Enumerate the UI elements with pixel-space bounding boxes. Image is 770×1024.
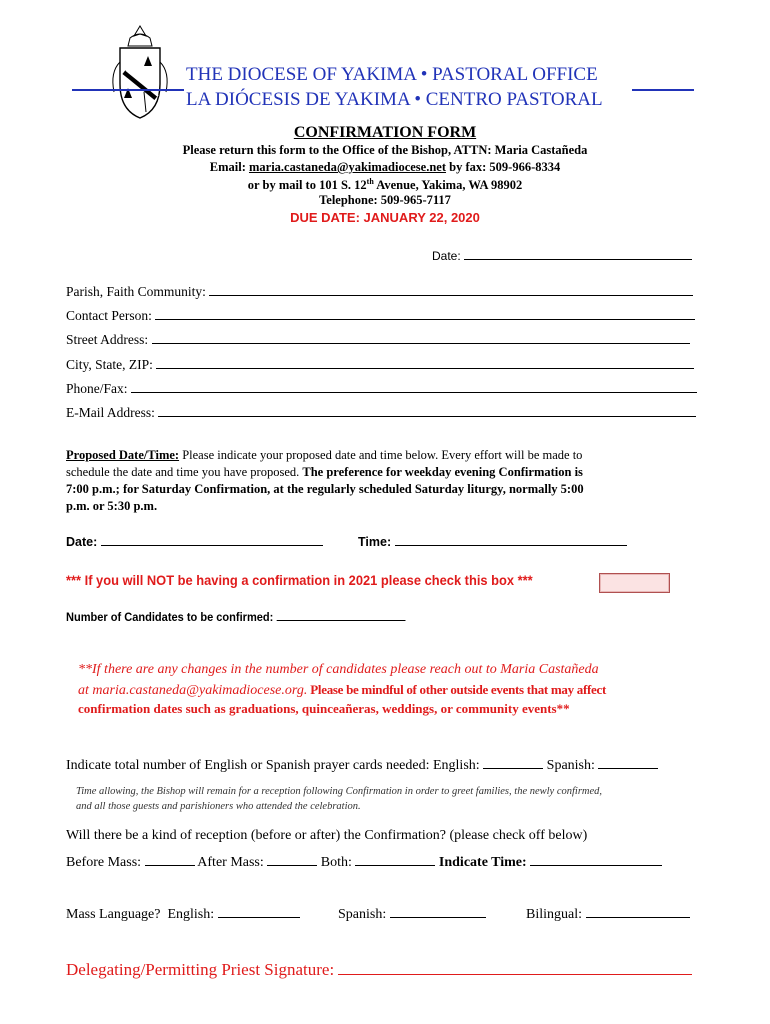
parish-input[interactable]	[209, 294, 693, 296]
instruction-line-2	[0, 160, 770, 175]
proposed-time-row	[358, 535, 627, 549]
bilingual-label: Bilingual:	[526, 907, 582, 922]
no-confirmation-text: *** If you will NOT be having a confirmation in 2021 please check this box ***	[66, 572, 533, 588]
phone-label: Phone/Fax:	[66, 381, 128, 396]
prayer-cards-row	[66, 758, 658, 774]
spanish-cards-input[interactable]	[598, 767, 658, 769]
changes-mindful: Please be mindful of other outside events that may affect	[307, 682, 606, 697]
both-input[interactable]	[355, 864, 435, 866]
bilingual-row	[526, 907, 690, 923]
form-title: CONFIRMATION FORM	[293, 124, 477, 141]
english-input[interactable]	[218, 916, 300, 918]
contact-row	[66, 308, 695, 324]
contact-input[interactable]	[155, 318, 695, 320]
before-mass-input[interactable]	[145, 864, 195, 866]
no-confirmation-checkbox[interactable]	[599, 573, 670, 593]
proposed-label: Proposed Date/Time:	[66, 448, 180, 462]
city-input[interactable]	[156, 367, 694, 369]
instruction-line-4: Telephone: 509-965-7117	[319, 193, 451, 207]
proposed-date-input[interactable]	[101, 544, 323, 546]
email-label: E-Mail Address:	[66, 405, 155, 420]
reception-question: Will there be a kind of reception (before or after) the Confirmation? (please check off below)	[66, 828, 588, 843]
city-label: City, State, ZIP:	[66, 357, 153, 372]
phone-input[interactable]	[131, 391, 697, 393]
signature-label: Delegating/Permitting Priest Signature:	[66, 960, 335, 979]
reception-options-row	[66, 855, 662, 871]
signature-input[interactable]	[338, 973, 692, 975]
proposed-date-label: Date:	[66, 535, 98, 549]
candidates-row	[66, 610, 405, 624]
header-line-spanish: LA DIÓCESIS DE YAKIMA • CENTRO PASTORAL	[186, 89, 603, 110]
indicate-time-label: Indicate Time:	[438, 855, 527, 870]
address-sup: th	[366, 177, 374, 186]
proposed-text-2: schedule the date and time you have proposed.	[66, 465, 303, 479]
proposed-time-input[interactable]	[395, 544, 627, 546]
prayer-cards-label: Indicate total number of English or Spanish prayer cards needed: English:	[66, 758, 480, 773]
instruction-line-3	[0, 177, 770, 193]
diocese-crest-icon	[100, 22, 180, 122]
spanish-label: Spanish:	[338, 907, 387, 922]
spanish-cards-label: Spanish:	[546, 758, 595, 773]
email-link[interactable]: maria.castaneda@yakimadiocese.net	[248, 160, 447, 174]
due-date: DUE DATE: JANUARY 22, 2020	[290, 210, 480, 225]
header-line-english: THE DIOCESE OF YAKIMA • PASTORAL OFFICE	[186, 64, 598, 85]
proposed-line-1	[66, 448, 582, 463]
header-rule-left	[72, 89, 184, 91]
city-row	[66, 357, 694, 373]
date-label: Date:	[432, 249, 461, 263]
english-cards-input[interactable]	[483, 767, 543, 769]
date-row	[432, 249, 692, 263]
phone-row	[66, 381, 697, 397]
mass-language-label: Mass Language?	[66, 907, 161, 922]
changes-line-3: confirmation dates such as graduations, quinceañeras, weddings, or community events**	[78, 701, 570, 716]
bilingual-input[interactable]	[586, 916, 690, 918]
proposed-time-label: Time:	[358, 535, 392, 549]
address-suffix: Avenue, Yakima, WA 98902	[373, 178, 523, 193]
candidates-label: Number of Candidates to be confirmed:	[66, 610, 274, 624]
date-input[interactable]	[464, 258, 692, 260]
proposed-line-3: 7:00 p.m.; for Saturday Confirmation, at the regularly scheduled Saturday liturgy, normally 5:00	[66, 482, 584, 496]
proposed-line-2	[66, 465, 583, 480]
fax-text: by fax: 509-966-8334	[446, 160, 561, 174]
parish-label: Parish, Faith Community:	[66, 284, 206, 299]
spanish-row	[338, 907, 486, 923]
changes-line-1: **If there are any changes in the number of candidates please reach out to Maria Castañeda	[78, 662, 599, 677]
changes-email: at maria.castaneda@yakimadiocese.org.	[78, 683, 308, 698]
spanish-input[interactable]	[390, 916, 486, 918]
proposed-date-row	[66, 535, 323, 549]
after-mass-label: After Mass:	[197, 855, 264, 870]
signature-row	[66, 960, 692, 980]
proposed-text-1: Please indicate your proposed date and time below. Every effort will be made to	[179, 448, 583, 462]
before-mass-label: Before Mass:	[66, 855, 142, 870]
both-label: Both:	[320, 855, 352, 870]
instruction-line-1: Please return this form to the Office of the Bishop, ATTN: Maria Castañeda	[182, 143, 588, 157]
address-prefix: or by mail to 101 S. 12	[247, 178, 367, 193]
email-input[interactable]	[158, 415, 696, 417]
after-mass-input[interactable]	[267, 864, 317, 866]
proposed-line-4: p.m. or 5:30 p.m.	[66, 499, 158, 513]
street-row	[66, 332, 690, 348]
street-input[interactable]	[152, 342, 690, 344]
reception-note-1: Time allowing, the Bishop will remain for a reception following Confirmation in order to greet families, the newly confirmed,	[76, 786, 603, 797]
reception-note-2: and all those guests and parishioners who attended the celebration.	[76, 801, 361, 812]
email-row	[66, 405, 696, 421]
indicate-time-input[interactable]	[530, 864, 662, 866]
english-label: English:	[167, 907, 215, 922]
mass-language-row	[66, 907, 300, 923]
parish-row	[66, 284, 693, 300]
header-rule-right	[632, 89, 694, 91]
contact-label: Contact Person:	[66, 308, 152, 323]
proposed-bold-2: The preference for weekday evening Confirmation is	[302, 465, 583, 479]
email-prefix: Email:	[209, 160, 249, 174]
candidates-input[interactable]	[276, 619, 405, 621]
changes-line-2	[78, 682, 606, 699]
street-label: Street Address:	[66, 332, 149, 347]
